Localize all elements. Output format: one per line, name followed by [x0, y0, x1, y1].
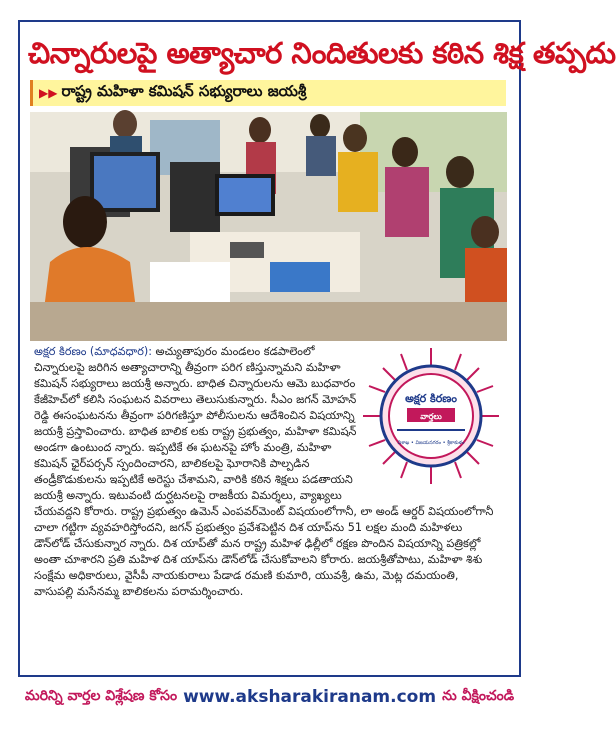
subheading-bar [30, 80, 506, 106]
footer-prefix: మరిన్ని వార్తల విశ్లేషణ కోసం [24, 687, 178, 704]
article-dateline: అక్షర కిరణం (మాధవధార): [34, 345, 152, 358]
subheading: రాష్ట్ర మహిళా కమిషన్ సభ్యురాలు జయశ్రీ [61, 82, 307, 100]
logo-top-text: అక్షర కిరణం [405, 392, 457, 405]
news-photo [30, 112, 507, 341]
headline: చిన్నారులపై అత్యాచార నిందితులకు కఠిన శిక్ష తప్పదు [28, 36, 616, 70]
footer-suffix: ను వీక్షించండి [442, 687, 515, 704]
article-text: అచ్యుతాపురం మండలం కడపాలెంలో చిన్నారులపై జరిగిన అత్యాచారాన్ని తీవ్రంగా పరిగ ణిస్తున్నామని మహిళా కమిషన్ సభ్యురాలు జయశ్రీ అన్నారు. బాధిత చిన్నారులను ఆమె బుధవారం కేజీహెచ్‌లో కలిసి సంఘటన వివరాలు తెలుసుకున్నారు. సీఎం జగన్ మోహన్ రెడ్డి ఈసంఘటనను తీవ్రంగా పరిగణిస్తూ పోలీసులను ఆదేశించిన విషయాన్ని జయశ్రీ ప్రస్తావించారు. బాధిత బాలిక లకు రాష్ట్ర ప్రభుత్వం, మహిళా కమిషన్ అండగా ఉంటుంద న్నారు. ఇప్పటికే ఈ ఘటనపై హోం మంత్రి, మహిళా కమిషన్ ఛైర్‌పర్సన్ స్పందించారని, బాలికలపై ఘోరానికి పాల్పడిన తండ్రీకొడుకులను ఇప్పటికే అరెస్టు చేశామని, వారికి కఠిన శిక్షలు పడతాయని జయశ్రీ అన్నారు. ఇటువంటి దుర్ఘటనలపై రాజకీయ విమర్శలు, వ్యాఖ్యలు చేయవద్దని కోరారు. రాష్ట్ర ప్రభుత్వం ఉమెన్ ఎంపవర్‌మెంట్ విషయంలోగానీ, లా అండ్ ఆర్డర్ విషయంలోగానీ చాలా గట్టిగా వ్యవహరిస్తోందని, జగన్ ప్రభుత్వం ప్రవేశపెట్టిన దిశ యాప్‌ను 51 లక్షల మంది మహిళలు డౌన్‌లోడ్ చేసుకున్నార న్నారు. దిశ యాప్‌తో మన రాష్ట్ర మహిళ ఢిల్లీలో రక్షణ పొందిన విషయాన్ని పత్రికల్లో అంతా చూశారని ప్రతి మహిళ దిశ యాప్‌ను డౌన్‌లోడ్ చేసుకోవాలని కోరారు. జయశ్రీతోపాటు, మహిళా శిశు సంక్షేమ అధికారులు, వైసీపీ నాయకురాలు పేడాడ రమణి కుమారి, యువశ్రీ, ఉమ, మెట్ల దమయంతి, వాసుపల్లి మసేనమ్మ బాలికలను పరామర్శించారు. [34, 345, 494, 598]
footer-url-link[interactable]: www.aksharakiranam.com [183, 687, 437, 707]
double-arrow-icon: ▶▶ [39, 86, 58, 100]
logo-bottom-text: విశాఖ • విజయనగరం • శ్రీకాకుళం [397, 440, 465, 446]
footer-banner [18, 683, 521, 711]
akshara-kiranam-logo [361, 346, 501, 486]
logo-middle-text: వార్తలు [420, 412, 442, 421]
